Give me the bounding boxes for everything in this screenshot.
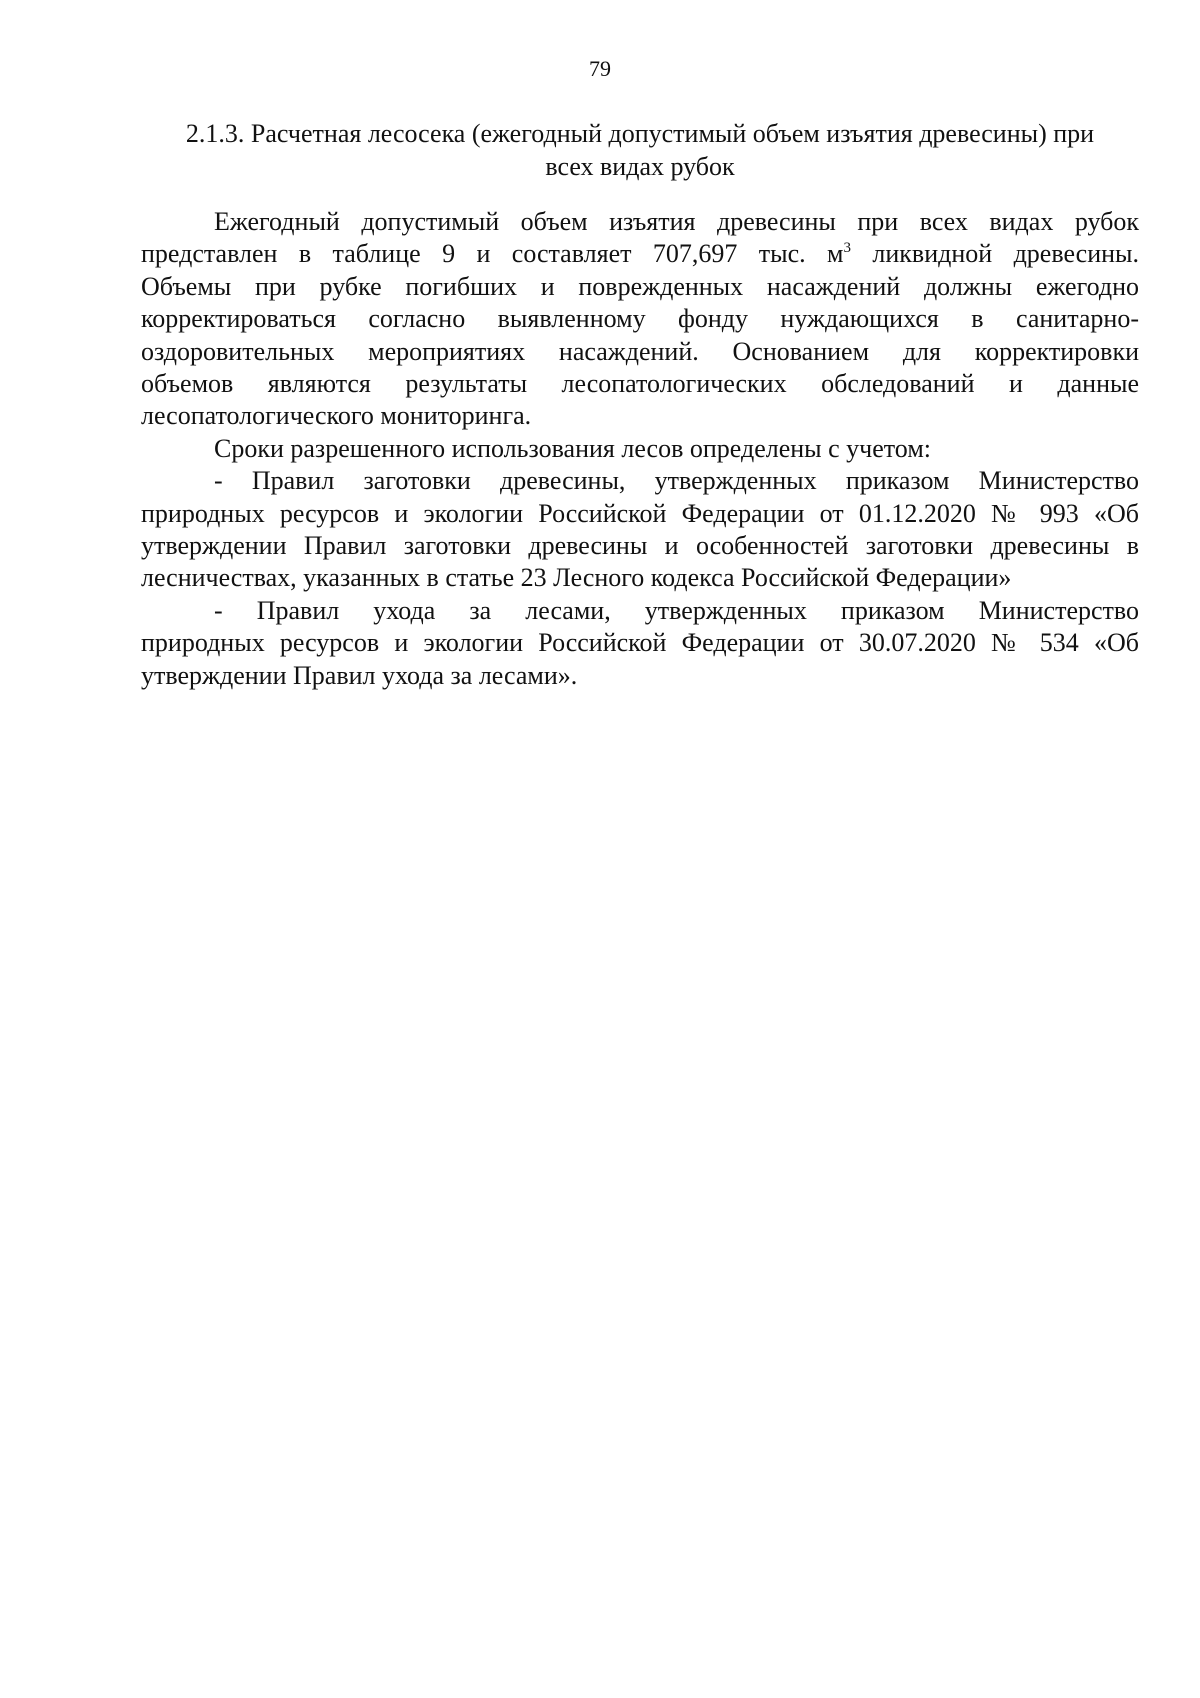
paragraph-line: корректироваться согласно выявленному фонду нуждающихся в санитарно- <box>141 304 1139 334</box>
paragraph-line-with-unit <box>141 238 1139 270</box>
paragraph-line: Ежегодный допустимый объем изъятия древесины при всех видах рубок <box>214 207 1139 236</box>
superscript-exponent: 3 <box>843 240 852 257</box>
paragraph-line: лесничествах, указанных в статье 23 Лесного кодекса Российской Федерации» <box>141 563 1012 593</box>
paragraph-line: Объемы при рубке погибших и поврежденных насаждений должны ежегодно <box>141 271 1139 301</box>
body-text <box>141 206 1139 692</box>
paragraph-line: природных ресурсов и экологии Российской Федерации от 01.12.2020 № 993 «Об <box>141 498 1139 528</box>
paragraph-line: - Правил ухода за лесами, утвержденных приказом Министерство <box>214 595 1139 625</box>
paragraph-line: - Правил заготовки древесины, утвержденных приказом Министерство <box>214 466 1139 496</box>
page-number: 79 <box>589 56 611 81</box>
paragraph-line: утверждении Правил ухода за лесами». <box>141 660 578 690</box>
section-heading <box>140 117 1140 183</box>
section-heading-line-2: всех видах рубок <box>545 152 735 181</box>
paragraph-line: утверждении Правил заготовки древесины и особенностей заготовки древесины в <box>141 531 1139 561</box>
paragraph-line: лесопатологического мониторинга. <box>141 401 532 431</box>
paragraph-line: объемов являются результаты лесопатологических обследований и данные <box>141 369 1139 399</box>
paragraph-annual-volume <box>141 206 1139 433</box>
list-item-forest-care-rules <box>141 595 1139 692</box>
list-item-harvesting-rules <box>141 465 1139 595</box>
paragraph-usage-terms <box>141 433 1139 465</box>
text-segment: представлен в таблице 9 и составляет 707,697 тыс. м <box>141 239 844 269</box>
text-segment: ликвидной древесины. <box>851 239 1139 269</box>
section-heading-line-1: 2.1.3. Расчетная лесосека (ежегодный допустимый объем изъятия древесины) при <box>185 119 1095 148</box>
paragraph-line: Сроки разрешенного использования лесов определены с учетом: <box>214 433 931 463</box>
paragraph-line: природных ресурсов и экологии Российской Федерации от 30.07.2020 № 534 «Об <box>141 628 1139 658</box>
paragraph-line: оздоровительных мероприятиях насаждений. Основанием для корректировки <box>141 336 1139 366</box>
